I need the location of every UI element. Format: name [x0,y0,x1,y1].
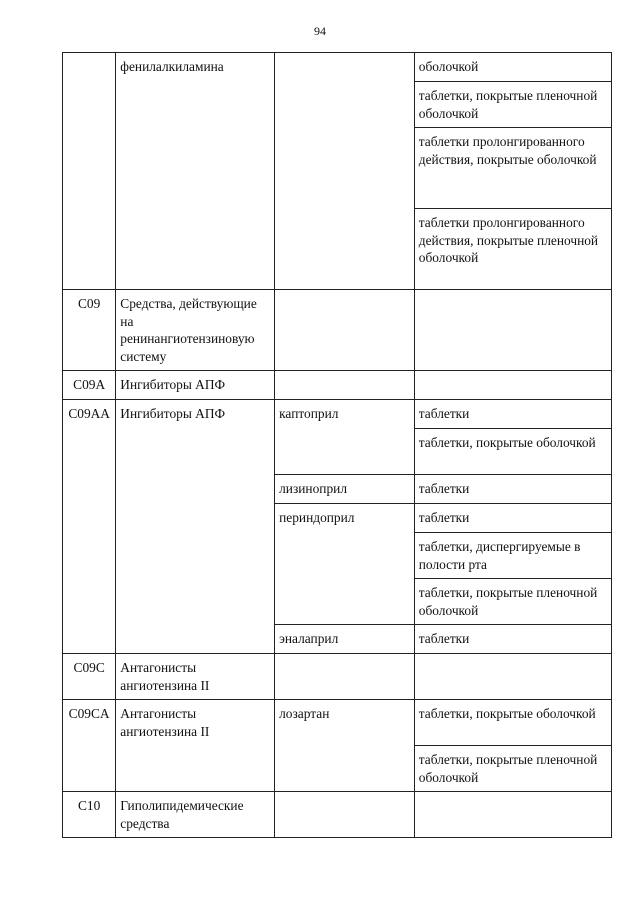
table-row [63,53,612,82]
dosage-form-cell [414,654,611,700]
dosage-form-cell: таблетки, покрытые пленочной оболочкой [414,82,611,128]
dosage-form-cell [414,371,611,400]
dosage-form-cell: таблетки [414,400,611,429]
atc-code-cell: C09A [63,371,116,400]
dosage-form-cell: таблетки пролонгированного действия, покрытые пленочной оболочкой [414,209,611,290]
dosage-form-cell: таблетки пролонгированного действия, покрытые оболочкой [414,128,611,209]
atc-code-cell: C09 [63,290,116,371]
group-cell: Средства, действующие на ренинангиотензиновую систему [116,290,275,371]
table-row [63,371,612,400]
dosage-form-cell: таблетки, покрытые пленочной оболочкой [414,746,611,792]
table-row [63,290,612,371]
group-cell: Гиполипидемические средства [116,792,275,838]
drug-cell [275,792,415,838]
dosage-form-cell: таблетки, покрытые оболочкой [414,429,611,475]
drug-cell [275,654,415,700]
drug-cell: лизиноприл [275,475,415,504]
dosage-form-cell: таблетки [414,504,611,533]
drug-cell [275,371,415,400]
drug-cell [275,290,415,371]
drug-cell: каптоприл [275,400,415,475]
drug-cell: лозартан [275,700,415,792]
page-number: 94 [314,24,326,38]
dosage-form-cell [414,290,611,371]
table-row [63,654,612,700]
atc-code-cell: C09CA [63,700,116,792]
group-cell: Ингибиторы АПФ [116,371,275,400]
dosage-form-cell: таблетки, покрытые пленочной оболочкой [414,579,611,625]
dosage-form-cell: оболочкой [414,53,611,82]
atc-code-cell [63,53,116,290]
drug-cell: периндоприл [275,504,415,625]
dosage-form-cell [414,792,611,838]
group-cell: Антагонисты ангиотензина II [116,654,275,700]
group-cell: фенилалкиламина [116,53,275,290]
group-cell: Ингибиторы АПФ [116,400,275,654]
dosage-form-cell: таблетки, диспергируемые в полости рта [414,533,611,579]
dosage-form-cell: таблетки [414,625,611,654]
drug-cell: эналаприл [275,625,415,654]
dosage-form-cell: таблетки, покрытые оболочкой [414,700,611,746]
table-row [63,400,612,429]
dosage-form-cell: таблетки [414,475,611,504]
atc-code-cell: C09AA [63,400,116,654]
drug-cell [275,53,415,290]
atc-code-cell: C10 [63,792,116,838]
group-cell: Антагонисты ангиотензина II [116,700,275,792]
table-row [63,792,612,838]
atc-code-cell: C09C [63,654,116,700]
table-row [63,700,612,746]
drug-table [62,52,612,838]
